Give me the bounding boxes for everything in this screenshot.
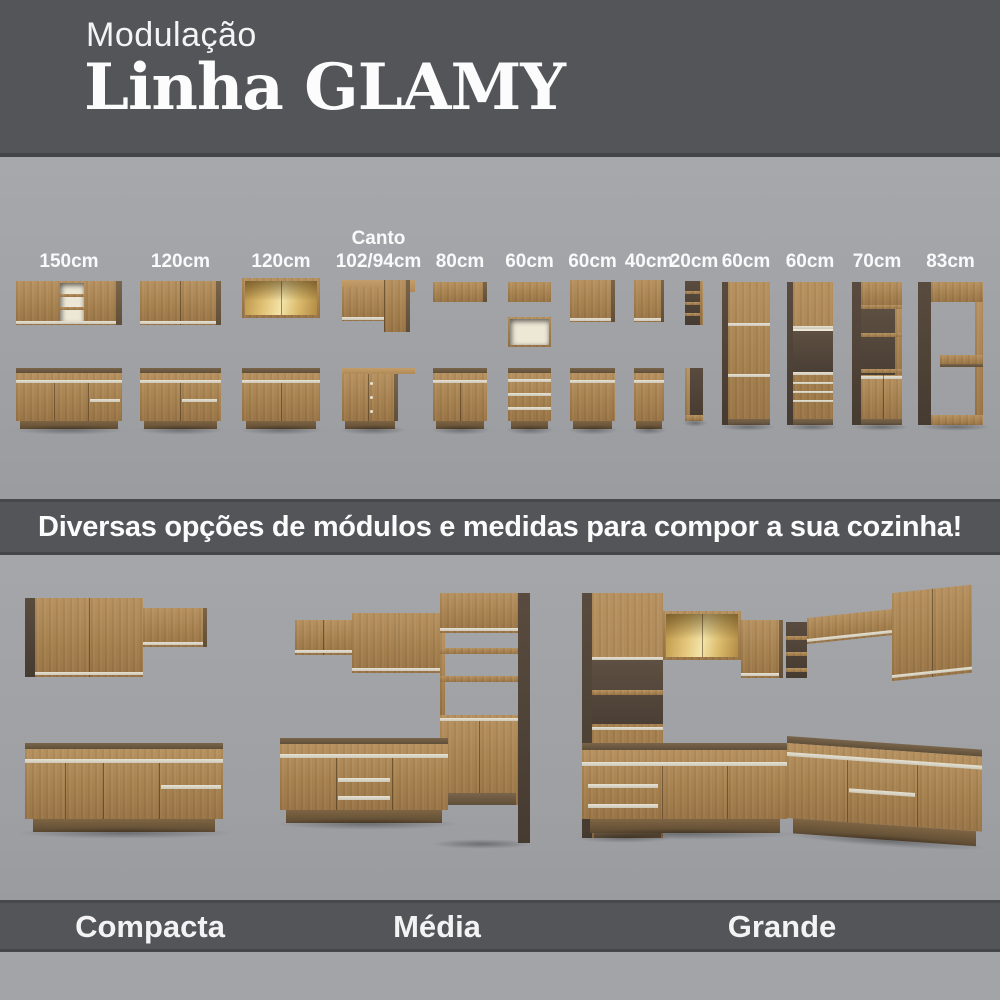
cabinet-part (272, 818, 462, 830)
cabinet-part (787, 736, 982, 862)
cabinet-part (570, 373, 615, 421)
kitchen-label-grande: Grande (727, 909, 837, 944)
cabinet-part (847, 760, 848, 822)
cabinet-part (582, 750, 787, 819)
module-col-20cm (669, 157, 719, 499)
cabinet-part (505, 425, 555, 435)
cabinet-part (60, 283, 84, 323)
cabinet-part (861, 333, 902, 337)
module-col-83cm-frame (918, 157, 983, 499)
cabinet-part (392, 758, 393, 810)
cabinet-part (570, 380, 615, 383)
module-size-label: 40cm (624, 251, 674, 272)
cabinet-part (786, 668, 807, 672)
module-col-60cm-oven-tower (787, 157, 833, 499)
module-size-label: 80cm (435, 251, 485, 272)
module-col-80cm (433, 157, 487, 499)
cabinet-part (159, 763, 160, 819)
cabinet-part (508, 407, 551, 410)
cabinet-part (849, 788, 915, 797)
cabinet-part (793, 329, 833, 331)
cabinet-part (852, 282, 861, 425)
cabinet-part (483, 282, 487, 302)
header-kicker: Modulação (86, 16, 257, 54)
cabinet-part (932, 589, 933, 677)
cabinet-part (793, 372, 833, 375)
cabinet-part (338, 796, 390, 800)
cabinet-part (430, 425, 492, 435)
cabinet-part (280, 754, 448, 758)
cabinet-part (685, 368, 703, 421)
cabinet-part (582, 762, 787, 766)
cabinet-part (295, 650, 352, 653)
cabinet-part (370, 396, 373, 399)
kitchen-label-media: Média (393, 909, 481, 944)
cabinet-part (592, 660, 663, 724)
cabinet-part (384, 280, 410, 332)
cabinet-part (588, 804, 658, 808)
cabinet-part (60, 294, 84, 297)
cabinet-part (352, 668, 398, 671)
promo-banner-text: Diversas opções de módulos e medidas para compor a sua cozinha! (38, 510, 962, 543)
module-col-60cm-door (570, 157, 615, 499)
cabinet-part (60, 307, 84, 310)
kitchens-band (0, 555, 1000, 900)
module-col-60cm-tall (722, 157, 770, 499)
cabinet-part (25, 598, 35, 677)
cabinet-part (685, 291, 700, 294)
cabinet-part (280, 744, 448, 810)
cabinet-part (702, 614, 703, 657)
cabinet-part (917, 765, 918, 827)
module-size-label: 20cm (669, 251, 719, 272)
cabinet-part (394, 374, 398, 421)
cabinet-part (807, 585, 972, 702)
cabinet-part (35, 598, 143, 677)
cabinet-part (508, 379, 551, 382)
cabinet-part (65, 763, 66, 819)
cabinet-part (460, 383, 461, 421)
cabinet-part (793, 391, 833, 393)
cabinet-part (25, 749, 223, 819)
cabinet-part (161, 785, 221, 789)
cabinet-part (861, 375, 902, 419)
cabinet-part (570, 828, 800, 840)
cabinet-part (440, 715, 518, 805)
cabinet-part (182, 399, 217, 402)
cabinet-part (634, 373, 664, 421)
cabinet-part (634, 280, 664, 322)
cabinet-part (793, 282, 833, 425)
cabinet-part (582, 743, 787, 750)
cabinet-part (508, 282, 551, 302)
cabinet-part (592, 690, 663, 695)
module-size-label: 60cm (721, 251, 771, 272)
module-size-label: 120cm (150, 251, 211, 272)
cabinet-part (685, 281, 703, 325)
cabinet-part (398, 668, 444, 671)
cabinet-part (140, 281, 221, 325)
cabinet-part (440, 676, 518, 682)
cabinet-part (398, 613, 444, 673)
cabinet-part (570, 280, 615, 322)
cabinet-part (281, 383, 282, 421)
cabinet-part (508, 373, 551, 421)
cabinet-part (741, 620, 783, 678)
module-size-label: 120cm (251, 251, 311, 272)
kitchen-media-illustration (280, 555, 550, 900)
cabinet-part (370, 410, 373, 413)
cabinet-part (634, 318, 661, 321)
cabinet-part (238, 425, 324, 435)
cabinet-part (16, 321, 116, 324)
cabinet-part (685, 313, 700, 316)
cabinet-part (16, 380, 122, 383)
cabinet-part (852, 423, 910, 431)
cabinet-part (787, 743, 982, 832)
cabinet-part (370, 382, 373, 385)
cabinet-part (861, 305, 902, 309)
cabinet-part (25, 759, 223, 763)
module-col-60cm-niche (505, 157, 554, 499)
cabinet-part (861, 369, 902, 373)
cabinet-part (406, 280, 410, 332)
cabinet-part (570, 318, 611, 321)
cabinet-part (793, 329, 833, 372)
cabinet-part (103, 763, 104, 819)
cabinet-part (203, 608, 207, 647)
module-size-label: 70cm (852, 251, 902, 272)
cabinet-part (143, 642, 203, 645)
cabinet-part (779, 620, 783, 678)
modules-band (0, 157, 1000, 499)
bottom-strip (0, 952, 1000, 1000)
cabinet-part (931, 282, 983, 302)
module-size-label: 60cm (505, 251, 554, 272)
cabinet-part (685, 302, 700, 305)
cabinet-part (592, 727, 663, 730)
cabinet-part (787, 752, 982, 770)
cabinet-part (685, 368, 690, 421)
promo-banner (0, 499, 1000, 555)
cabinet-part (384, 280, 385, 332)
cabinet-part (728, 323, 770, 326)
cabinet-part (352, 613, 398, 673)
kitchen-grande-illustration (560, 555, 1000, 900)
cabinet-part (90, 399, 120, 402)
cabinet-part (342, 317, 384, 320)
cabinet-part (440, 648, 518, 654)
cabinet-part (786, 622, 807, 678)
footer-bar (0, 900, 1000, 952)
cabinet-part (793, 400, 833, 402)
module-col-canto (335, 157, 422, 499)
cabinet-part (861, 282, 902, 305)
cabinet-part (682, 419, 708, 427)
cabinet-part (918, 282, 931, 425)
cabinet-part (368, 374, 369, 421)
cabinet-part (895, 305, 902, 375)
module-size-prefix: Canto (351, 228, 406, 249)
module-size-label: 83cm (926, 251, 975, 272)
cabinet-part (920, 423, 992, 431)
cabinet-part (433, 373, 487, 421)
cabinet-part (242, 373, 320, 421)
cabinet-part (440, 628, 518, 631)
cabinet-part (786, 652, 807, 656)
cabinet-part (508, 317, 551, 347)
cabinet-part (295, 620, 352, 655)
cabinet-part (728, 374, 770, 377)
cabinet-part (508, 393, 551, 396)
cabinet-part (807, 609, 892, 644)
module-size-label: 60cm (568, 251, 617, 272)
cabinet-part (793, 382, 833, 384)
module-size-label: 102/94cm (335, 251, 422, 272)
cabinet-part (338, 425, 408, 435)
cabinet-part (89, 598, 90, 677)
cabinet-part (634, 380, 664, 383)
cabinet-part (140, 321, 216, 324)
cabinet-part (861, 305, 902, 375)
cabinet-part (510, 319, 549, 345)
cabinet-part (216, 281, 221, 325)
cabinet-part (611, 280, 615, 322)
cabinet-part (433, 282, 487, 302)
cabinet-part (140, 373, 221, 421)
cabinet-part (588, 784, 658, 788)
cabinet-part (281, 281, 282, 315)
header-title: Linha GLAMY (84, 50, 565, 125)
cabinet-part (663, 611, 741, 660)
cabinet-part (338, 778, 390, 782)
header-band (0, 0, 1000, 157)
cabinet-part (136, 425, 226, 435)
cabinet-part (940, 355, 983, 364)
cabinet-part (342, 374, 398, 421)
kitchen-compacta-illustration (0, 555, 255, 900)
cabinet-part (12, 425, 126, 435)
cabinet-part (336, 758, 337, 810)
cabinet-part (940, 364, 983, 367)
cabinet-part (631, 425, 667, 435)
cabinet-part (785, 423, 839, 431)
cabinet-part (16, 373, 122, 421)
cabinet-part (12, 827, 238, 839)
module-col-40cm (624, 157, 674, 499)
cabinet-part (180, 383, 181, 421)
cabinet-part (35, 672, 143, 675)
cabinet-part (440, 593, 518, 633)
cabinet-part (567, 425, 619, 435)
cabinet-part (518, 593, 530, 843)
module-col-120cm-doors (140, 157, 221, 499)
cabinet-part (180, 281, 181, 325)
cabinet-part (342, 287, 384, 321)
cabinet-part (700, 281, 703, 325)
cabinet-part (720, 423, 776, 431)
cabinet-part (861, 376, 902, 379)
cabinet-part (807, 630, 892, 642)
cabinet-part (728, 282, 770, 425)
module-col-150cm (16, 157, 122, 499)
cabinet-part (662, 766, 663, 819)
cabinet-part (143, 608, 207, 647)
cabinet-part (440, 633, 445, 715)
cabinet-part (883, 375, 884, 419)
cabinet-part (442, 793, 516, 805)
cabinet-part (741, 673, 779, 676)
cabinet-part (16, 281, 122, 325)
cabinet-part (892, 585, 972, 681)
cabinet-part (88, 383, 89, 421)
kitchen-label-compacta: Compacta (75, 909, 225, 944)
module-size-label: 60cm (785, 251, 835, 272)
cabinet-part (661, 280, 664, 322)
cabinet-part (116, 281, 122, 325)
cabinet-part (430, 839, 534, 849)
cabinet-part (786, 636, 807, 640)
module-col-120cm-glass (242, 157, 320, 499)
cabinet-part (727, 766, 728, 819)
cabinet-part (242, 278, 320, 318)
module-col-70cm-tall (852, 157, 902, 499)
cabinet-part (54, 383, 55, 421)
module-size-label: 150cm (39, 251, 99, 272)
